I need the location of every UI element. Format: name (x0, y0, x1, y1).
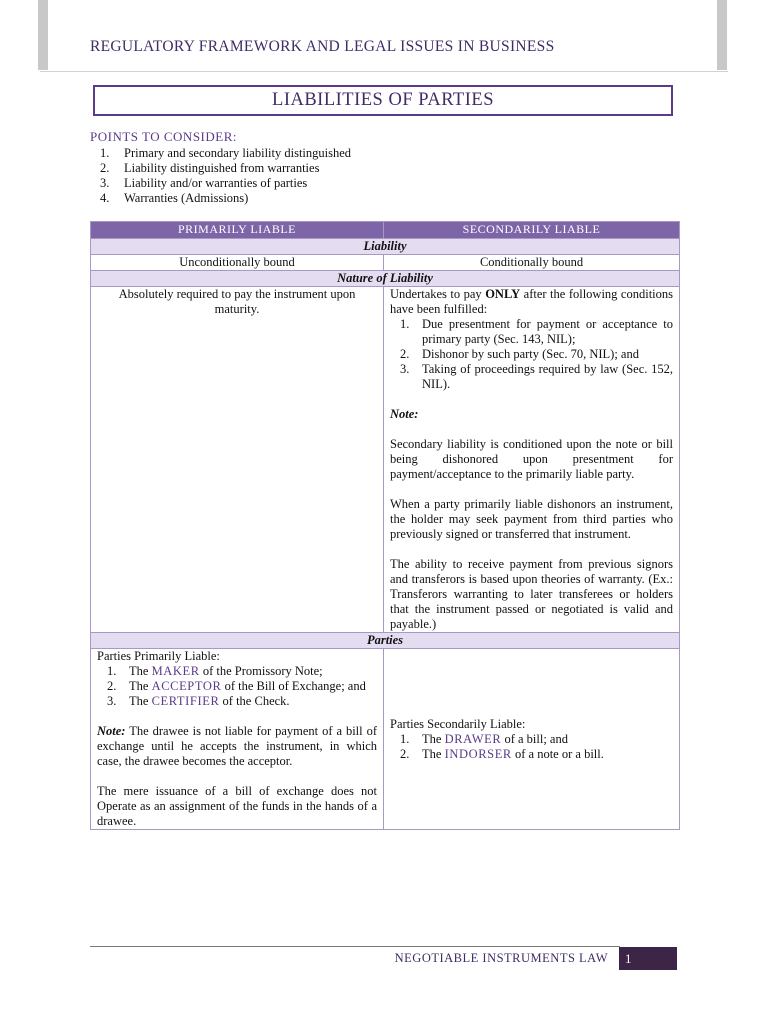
list-item: 1. Due presentment for payment or acceptance to primary party (Sec. 143, NIL); (400, 317, 673, 346)
section-heading-nature: Nature of Liability (91, 271, 680, 287)
section-heading-parties: Parties (91, 633, 680, 649)
note-label: Note: (390, 407, 419, 421)
column-header-secondary: SECONDARILY LIABLE (384, 222, 680, 239)
secondary-parties-list (390, 732, 673, 762)
list-item: 3. The CERTIFIER of the Check. (107, 694, 290, 708)
nature-intro: Undertakes to pay ONLY after the following conditions have been fulfilled: (390, 287, 673, 316)
primary-parties-cell (91, 649, 384, 830)
list-item: 3. Liability and/or warranties of parties (100, 176, 308, 190)
list-item: 2. Dishonor by such party (Sec. 70, NIL); and (400, 347, 639, 361)
table-row (91, 287, 680, 633)
list-item: 1. Primary and secondary liability distinguished (100, 146, 352, 160)
document-title: LIABILITIES OF PARTIES (93, 85, 673, 116)
table-header-row (91, 222, 680, 239)
running-footer: NEGOTIABLE INSTRUMENTS LAW (394, 951, 608, 965)
issuance-note: The mere issuance of a bill of exchange does not Operate as an assignment of the funds in the hands of a drawee. (97, 784, 377, 828)
left-margin-bar (38, 0, 48, 70)
running-header: REGULATORY FRAMEWORK AND LEGAL ISSUES IN BUSINESS (90, 38, 555, 55)
column-header-primary: PRIMARILY LIABLE (91, 222, 384, 239)
secondary-parties-intro: Parties Secondarily Liable: (390, 716, 526, 731)
list-item: 2. The INDORSER of a note or a bill. (400, 746, 604, 761)
table-row (91, 649, 680, 830)
section-row (91, 271, 680, 287)
conditions-list (390, 317, 673, 392)
list-item: 2. The ACCEPTOR of the Bill of Exchange; and (107, 679, 366, 693)
list-item: 4. Warranties (Admissions) (100, 191, 249, 205)
note-paragraph: Secondary liability is conditioned upon the note or bill being dishonored upon presentment for payment/acceptance to the primarily liable party. (390, 437, 673, 481)
note-paragraph: When a party primarily liable dishonors an instrument, the holder may seek payment from third parties who previously signed or transferred that instrument. (390, 497, 673, 541)
section-row (91, 633, 680, 649)
primary-nature-cell: Absolutely required to pay the instrument upon maturity. (91, 287, 384, 633)
list-item: 3. Taking of proceedings required by law (Sec. 152, NIL). (400, 362, 673, 391)
secondary-nature-cell (384, 287, 680, 633)
primary-parties-list (97, 664, 377, 709)
points-heading: POINTS TO CONSIDER: (90, 129, 237, 144)
liability-table (90, 221, 680, 830)
table-row (91, 255, 680, 271)
note-paragraph: The ability to receive payment from previous signors and transferors is based upon theories of warranty. (Ex.: Transferors warranting to later transferees or holders that the instrument passed or negotiated is valid and payable.) (390, 557, 673, 631)
primary-parties-intro: Parties Primarily Liable: (97, 649, 220, 663)
drawee-note: Note: The drawee is not liable for payment of a bill of exchange until he accepts the instrument, in which case, the drawee becomes the acceptor. (97, 724, 377, 768)
section-heading-liability: Liability (91, 239, 680, 255)
list-item: 2. Liability distinguished from warranties (100, 161, 320, 175)
list-item: 1. The MAKER of the Promissory Note; (107, 664, 323, 678)
page-number: 1 (619, 947, 677, 970)
secondary-liability-cell: Conditionally bound (384, 255, 680, 271)
right-margin-bar (717, 0, 727, 70)
primary-liability-cell: Unconditionally bound (91, 255, 384, 271)
list-item: 1. The DRAWER of a bill; and (400, 731, 568, 746)
footer-divider (90, 946, 620, 947)
section-row (91, 239, 680, 255)
secondary-parties-cell (384, 649, 680, 830)
header-divider (40, 71, 728, 72)
points-list (100, 146, 351, 206)
